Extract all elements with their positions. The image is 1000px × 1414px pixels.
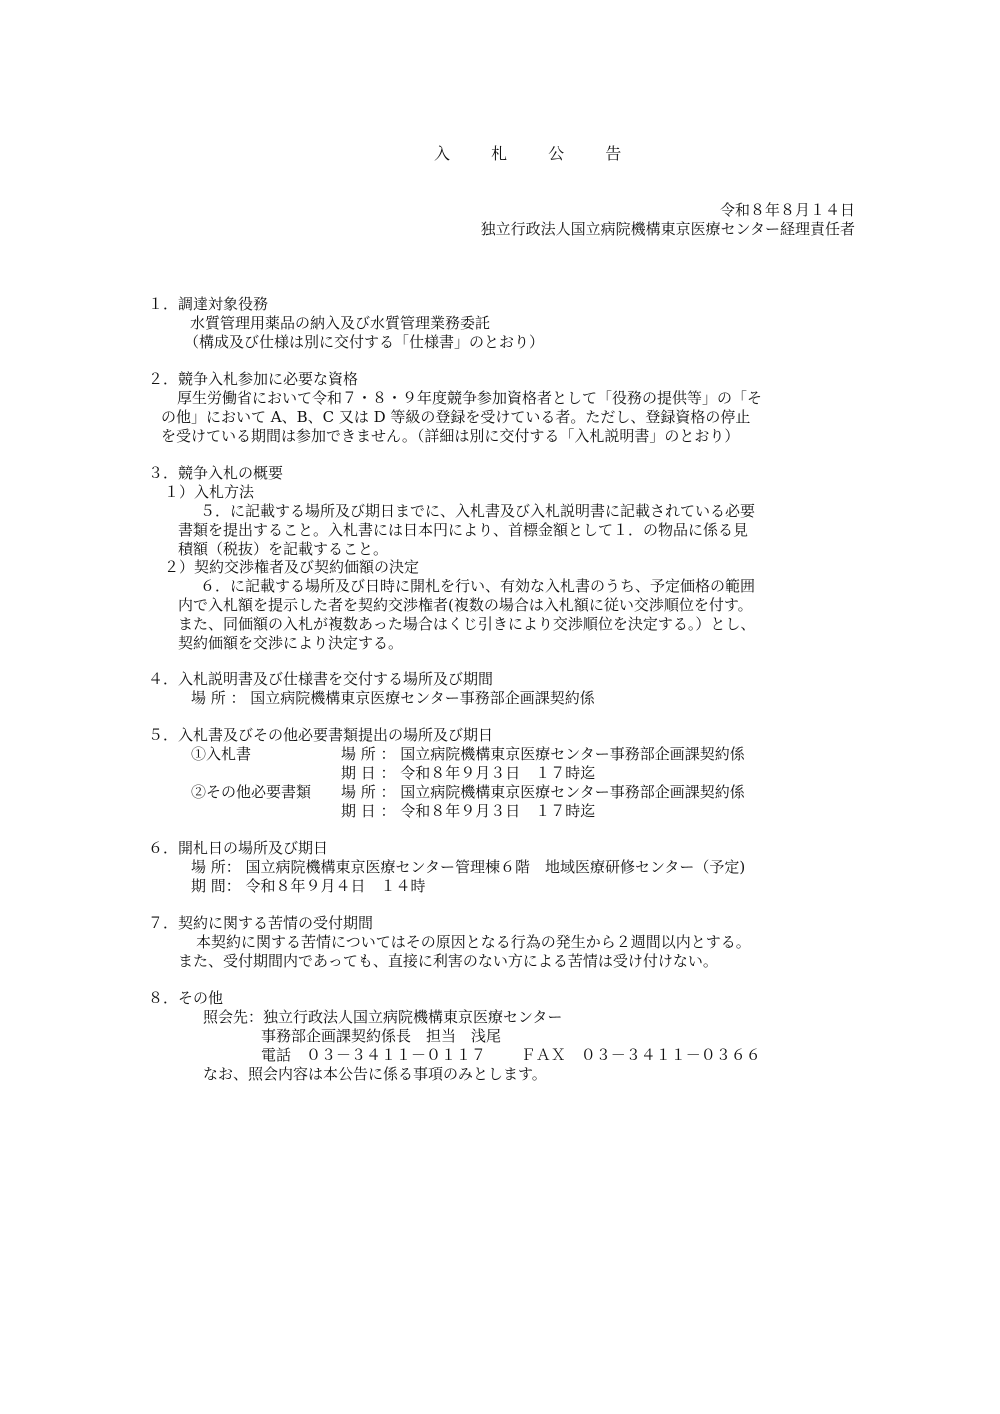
submission-date: 期 日 ： 令和８年９月３日 １７時迄 (341, 802, 596, 820)
notice-date: 令和８年８月１４日 (719, 201, 855, 219)
section-7-heading: ７．契約に関する苦情の受付期間 (148, 914, 374, 932)
section-4-line: 場 所 ： 国立病院機構東京医療センター事務部企画課契約係 (191, 689, 595, 707)
section-3-line: ６．に記載する場所及び日時に開札を行い、有効な入札書のうち、予定価格の範囲 (200, 577, 756, 595)
section-3-line: また、同価額の入札が複数あった場合はくじ引きにより交渉順位を決定する。）とし、 (178, 615, 756, 633)
section-3-line: 積額（税抜）を記載すること。 (178, 540, 389, 558)
section-2-line: 厚生労働省において令和７・８・９年度競争参加資格者として「役務の提供等」の「そ (177, 389, 763, 407)
page-title: 入 札 公 告 (434, 144, 640, 163)
subsection-heading: １）入札方法 (164, 483, 255, 501)
contact-line: 事務部企画課契約係長 担当 浅尾 (261, 1027, 502, 1045)
submission-item-label: ②その他必要書類 (191, 783, 312, 801)
section-1-line: 水質管理用薬品の納入及び水質管理業務委託 (190, 314, 491, 332)
section-2-line: の他」において A、B、C 又は D 等級の登録を受けている者。ただし、登録資格の停止 (161, 408, 751, 426)
section-6-heading: ６．開札日の場所及び期日 (148, 839, 329, 857)
section-3-line: 契約価額を交渉により決定する。 (178, 634, 404, 652)
contact-phone-fax: 電話 ０３－３４１１－０１１７ ＦＡＸ ０３－３４１１－０３６６ (261, 1046, 761, 1064)
section-1-line: （構成及び仕様は別に交付する「仕様書」のとおり） (184, 333, 545, 351)
subsection-heading: ２）契約交渉権者及び契約価額の決定 (164, 558, 420, 576)
section-3-heading: ３．競争入札の概要 (148, 464, 284, 482)
section-7-line: また、受付期間内であっても、直接に利害のない方による苦情は受け付けない。 (178, 952, 718, 970)
section-6-line: 場 所： 国立病院機構東京医療センター管理棟６階 地域医療研修センター（予定) (191, 858, 746, 876)
section-3-line: 書類を提出すること。入札書には日本円により、首標金額として１．の物品に係る見 (178, 521, 749, 539)
issuer-name: 独立行政法人国立病院機構東京医療センター経理責任者 (480, 220, 855, 238)
section-8-heading: ８．その他 (148, 989, 224, 1007)
section-3-line: 内で入札額を提示した者を契約交渉権者(複数の場合は入札額に従い交渉順位を付す。 (178, 596, 753, 614)
section-6-line: 期 間： 令和８年９月４日 １４時 (191, 877, 426, 895)
section-7-line: 本契約に関する苦情についてはその原因となる行為の発生から２週間以内とする。 (196, 933, 751, 951)
submission-place: 場 所 ： 国立病院機構東京医療センター事務部企画課契約係 (341, 745, 745, 763)
section-5-heading: ５．入札書及びその他必要書類提出の場所及び期日 (148, 726, 494, 744)
section-2-heading: ２．競争入札参加に必要な資格 (148, 370, 359, 388)
section-3-line: ５．に記載する場所及び期日までに、入札書及び入札説明書に記載されている必要 (200, 502, 756, 520)
submission-item-label: ①入札書 (191, 745, 252, 763)
contact-line: 照会先：独立行政法人国立病院機構東京医療センター (203, 1008, 563, 1026)
section-2-line: を受けている期間は参加できません。（詳細は別に交付する「入札説明書」のとおり） (161, 427, 740, 445)
submission-place: 場 所 ： 国立病院機構東京医療センター事務部企画課契約係 (341, 783, 745, 801)
contact-note: なお、照会内容は本公告に係る事項のみとします。 (203, 1065, 547, 1083)
section-1-heading: １．調達対象役務 (148, 295, 269, 313)
submission-date: 期 日 ： 令和８年９月３日 １７時迄 (341, 764, 596, 782)
section-4-heading: ４．入札説明書及び仕様書を交付する場所及び期間 (148, 670, 494, 688)
